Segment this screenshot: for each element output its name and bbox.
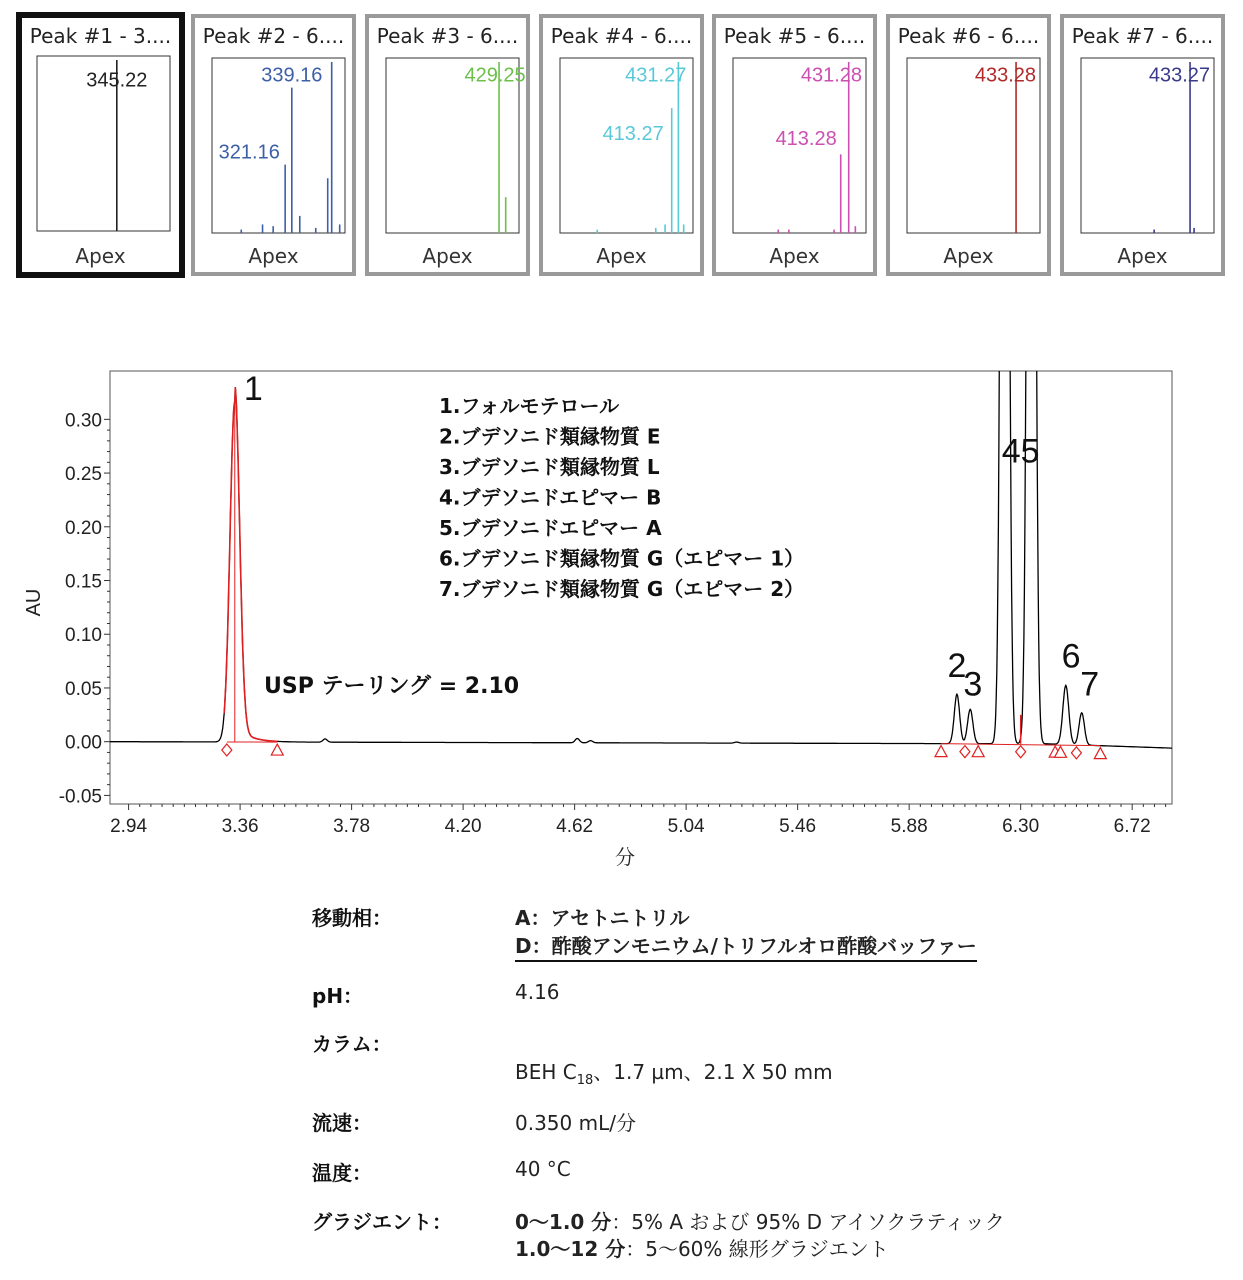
spectrum-footer: Apex [769, 244, 820, 268]
tailing-annotation: USP テーリング = 2.10 [264, 674, 520, 699]
spectrum-peak-label: 321.16 [218, 141, 280, 164]
temp-label: 温度： [312, 1161, 372, 1185]
spectrum-footer: Apex [1117, 244, 1168, 268]
spectrum-peak-label: 413.28 [775, 127, 837, 150]
y-tick-label: 0.20 [65, 517, 102, 539]
gradient-step-2 [515, 1233, 889, 1262]
spectrum-peak-label: 433.27 [1148, 64, 1211, 87]
spectrum-peak-label: 433.28 [974, 64, 1037, 87]
spectrum-footer: Apex [422, 244, 473, 268]
ph-label: pH： [312, 984, 364, 1008]
legend-item: 5.ブデソニドエピマー A [439, 516, 662, 540]
spectrum-plot [716, 18, 881, 280]
chromatogram [0, 355, 1243, 875]
spectrum-title: Peak #2 - 6.... [202, 24, 345, 48]
spectrum-title: Peak #4 - 6.... [550, 24, 693, 48]
spectrum-plot [890, 18, 1055, 280]
peak-label: 45 [1001, 432, 1040, 471]
spectrum-peak-label: 429.25 [464, 64, 526, 87]
y-axis-label: AU [23, 588, 45, 617]
x-tick-label: 4.20 [444, 816, 482, 837]
x-tick-label: 6.72 [1113, 816, 1151, 837]
x-tick-label: 2.94 [110, 816, 148, 837]
x-tick-label: 5.46 [779, 816, 817, 837]
y-tick-label: 0.15 [65, 571, 102, 593]
spectrum-peak-label: 413.27 [602, 122, 664, 145]
spectrum-title: Peak #5 - 6.... [723, 24, 866, 48]
peak-label: 3 [963, 665, 983, 704]
spectrum-panel-4[interactable] [539, 14, 704, 276]
gradient-1-desc: ：5% A および 95% D アイソクラティック [611, 1210, 1005, 1234]
gradient-step-1 [515, 1206, 1005, 1235]
gradient-2-time: 1.0～12 分 [515, 1237, 626, 1261]
legend-item: 7.ブデソニド類縁物質 G（エピマー 2） [439, 577, 805, 601]
spectrum-plot [195, 18, 360, 280]
spectrum-plot [1064, 18, 1229, 280]
gradient-1-time: 0～1.0 分 [515, 1210, 612, 1234]
column-label: カラム： [312, 1032, 392, 1056]
y-tick-label: 0.00 [65, 732, 102, 754]
peak-label: 2 [947, 647, 967, 686]
spectrum-panel-1[interactable] [16, 12, 185, 278]
mobile-phase-label: 移動相： [312, 906, 392, 930]
legend-item: 2.ブデソニド類縁物質 E [439, 424, 661, 449]
y-tick-label: 0.10 [65, 625, 102, 647]
spectrum-peak-label: 431.28 [800, 64, 863, 87]
spectrum-panel-5[interactable] [712, 14, 877, 276]
gradient-label: グラジエント： [312, 1210, 452, 1234]
mobile-phase-a: A：アセトニトリル [515, 906, 690, 930]
x-tick-label: 5.88 [890, 816, 928, 837]
spectrum-title: Peak #1 - 3.... [29, 24, 172, 48]
spectrum-peak-label: 431.27 [625, 64, 687, 87]
method-conditions [0, 890, 1243, 1280]
legend-item: 4.ブデソニドエピマー B [439, 485, 662, 510]
spectrum-footer: Apex [75, 244, 126, 268]
peak-label: 7 [1080, 665, 1100, 704]
spectrum-footer: Apex [943, 244, 994, 268]
spectrum-panel-2[interactable] [191, 14, 356, 276]
spectrum-panel-7[interactable] [1060, 14, 1225, 276]
column-value [515, 1056, 833, 1088]
spectrum-plot [369, 18, 534, 280]
spectrum-plot [22, 18, 187, 280]
x-tick-label: 5.04 [667, 816, 705, 837]
ph-value: 4.16 [515, 980, 560, 1004]
mobile-phase-d: D：酢酸アンモニウム/トリフルオロ酢酸バッファー [515, 934, 977, 962]
peak-label: 1 [243, 370, 263, 409]
y-tick-label: -0.05 [58, 786, 102, 808]
y-tick-label: 0.25 [65, 464, 102, 486]
legend-item: 3.ブデソニド類縁物質 L [439, 455, 660, 479]
legend-item: 1.フォルモテロール [439, 394, 620, 418]
temp-value: 40 °C [515, 1157, 571, 1181]
x-axis-label: 分 [615, 845, 635, 869]
x-tick-label: 3.36 [221, 816, 259, 837]
spectrum-panel-3[interactable] [365, 14, 530, 276]
gradient-2-desc: ：5～60% 線形グラジエント [625, 1237, 889, 1261]
spectrum-title: Peak #7 - 6.... [1071, 24, 1214, 48]
spectrum-footer: Apex [596, 244, 647, 268]
flow-value: 0.350 mL/分 [515, 1111, 636, 1135]
peak-label: 6 [1061, 637, 1081, 676]
column-pre: BEH C [515, 1060, 577, 1084]
flow-label: 流速： [312, 1111, 372, 1135]
legend-item: 6.ブデソニド類縁物質 G（エピマー 1） [439, 546, 805, 571]
spectrum-plot [543, 18, 708, 280]
spectrum-panels [0, 0, 1243, 290]
y-tick-label: 0.30 [65, 410, 102, 432]
spectrum-title: Peak #3 - 6.... [376, 24, 519, 48]
spectrum-peak-label: 339.16 [261, 64, 323, 87]
spectrum-footer: Apex [248, 244, 299, 268]
x-tick-label: 6.30 [1002, 816, 1040, 837]
spectrum-peak-label: 345.22 [86, 69, 148, 92]
spectrum-title: Peak #6 - 6.... [897, 24, 1040, 48]
x-tick-label: 3.78 [333, 816, 371, 837]
spectrum-panel-6[interactable] [886, 14, 1051, 276]
x-tick-label: 4.62 [556, 816, 594, 837]
mobile-phase-d-wrap [515, 930, 977, 959]
column-post: 、1.7 µm、2.1 X 50 mm [593, 1060, 833, 1084]
y-tick-label: 0.05 [65, 678, 102, 700]
column-sub: 18 [576, 1073, 594, 1088]
